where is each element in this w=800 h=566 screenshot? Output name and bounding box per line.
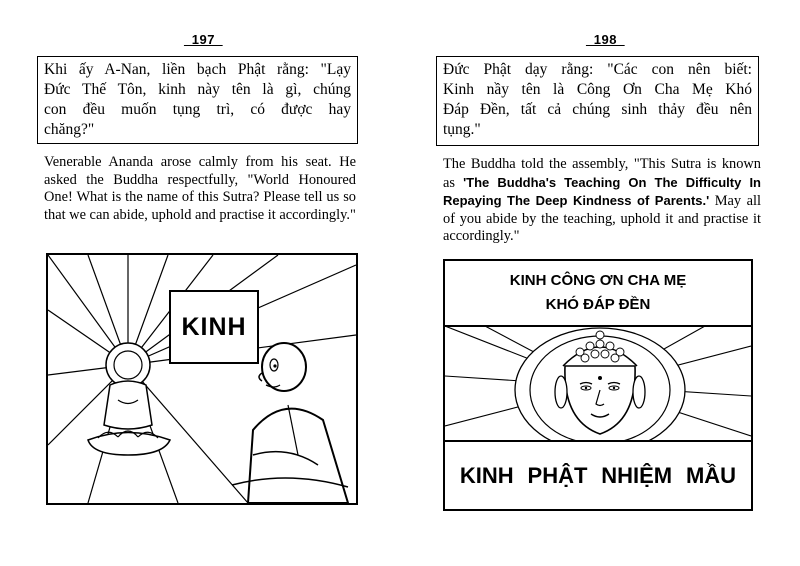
buddha-face-panel [443,326,753,440]
vietnamese-line: Đáp Đền, tất cả chúng sinh thảy đều nên [443,101,752,118]
english-text-part: The Buddha told the assembly, "This Sutra is known as [443,156,761,191]
vietnamese-line: tụng." [443,121,481,138]
english-text-part: May all of you abide by the teaching, uphold it and practise it accordingly." [443,193,761,245]
vietnamese-line: Đức Thế Tôn, kinh này tên là gì, chúng [44,81,351,98]
right-page [400,0,800,566]
vietnamese-line: chăng?" [44,121,95,138]
cover-title [443,259,753,327]
vietnamese-line: con đều muốn tụng trì, có được hay [44,101,351,118]
sutra-cover-illustration [443,259,753,511]
banner-word: NHIỆM [601,462,673,488]
cover-title-line: KINH CÔNG ƠN CHA MẸ [509,272,687,289]
sutra-title: 'The Buddha's Teaching On The Difficulty In Repaying The Deep Kindness of Parents.' [443,174,761,209]
vietnamese-text-box [436,56,759,146]
kinh-label: KINH [169,290,259,364]
cover-bottom-banner [443,440,753,511]
vietnamese-line: Kinh nầy tên là Công Ơn Cha Mẹ Khó [443,81,752,98]
banner-word: MẦU [685,462,737,488]
vietnamese-line: Đức Phật dạy rằng: "Các con nên biết: [443,61,752,78]
banner-word: PHẬT [527,462,588,488]
cover-title-line: KHÓ ĐÁP ĐỀN [545,296,651,313]
english-text: Venerable Ananda arose calmly from his seat. He asked the Buddha respectfully, "World Honoured One! What is the name of this Sutra? Please tell us so that we can abide, uphold and practise it accordingly." [44,154,356,223]
page-number: _197_ [184,32,223,47]
page-number: _198_ [586,32,625,47]
buddha-face-icon [445,326,751,440]
ananda-buddha-illustration [46,253,358,505]
vietnamese-line: Khi ấy A-Nan, liền bạch Phật rằng: "Lạy [44,61,351,78]
english-text [443,156,761,246]
vietnamese-text-box [37,56,358,144]
banner-word: KINH [459,462,514,488]
